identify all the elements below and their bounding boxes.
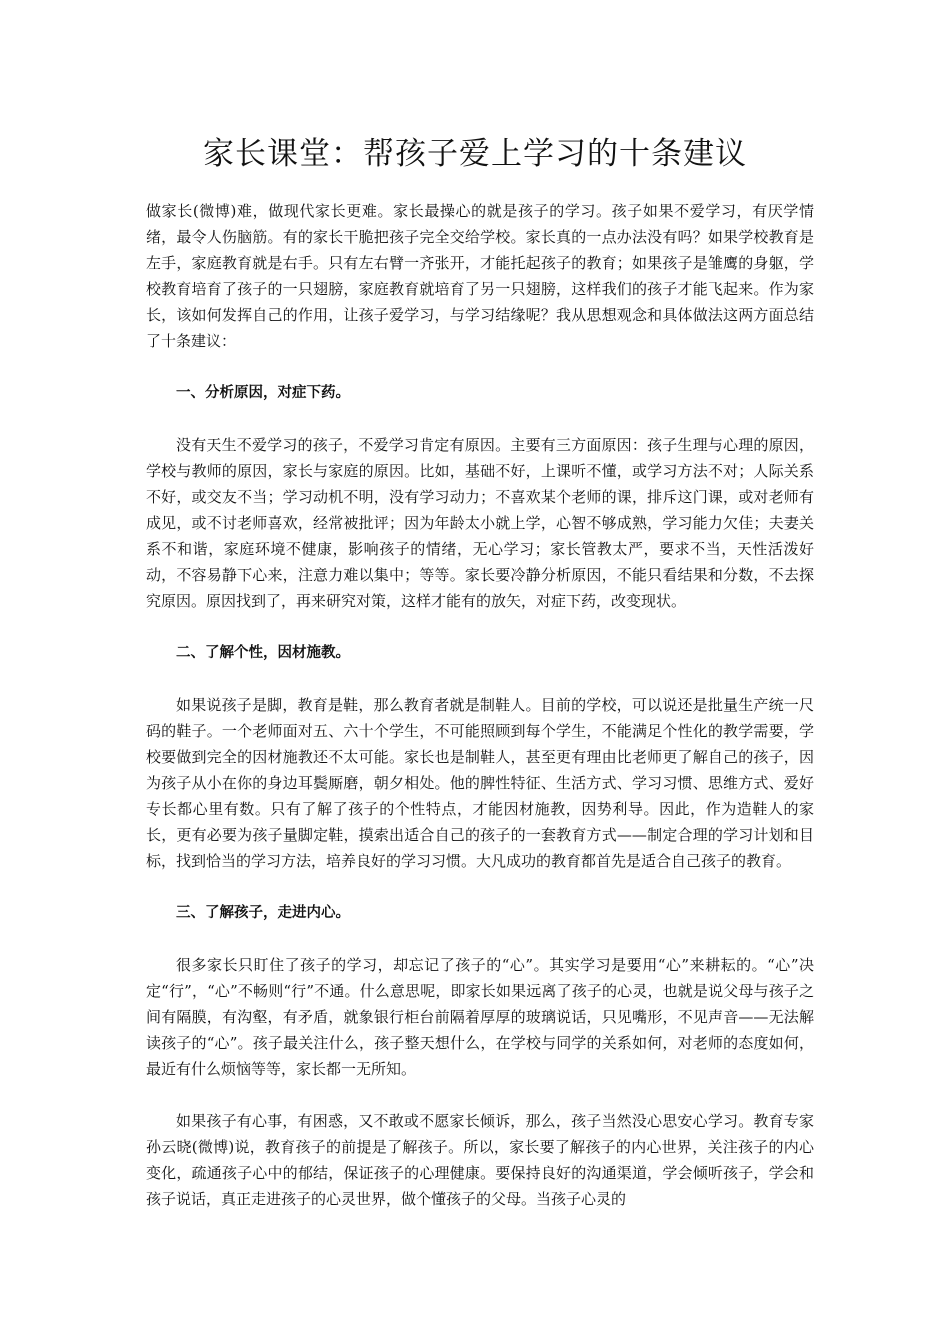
document-body [146, 198, 814, 1238]
section-2-paragraph-1: 如果说孩子是脚，教育是鞋，那么教育者就是制鞋人。目前的学校，可以说还是批量生产统一尺码的鞋子。一个老师面对五、六十个学生，不可能照顾到每个学生，不能满足个性化的教学需要，学校要做到完全的因材施教还不太可能。家长也是制鞋人，甚至更有理由比老师更了解自己的孩子，因为孩子从小在你的身边耳鬓厮磨，朝夕相处。他的脾性特征、生活方式、学习习惯、思维方式、爱好专长都心里有数。只有了解了孩子的个性特点，才能因材施教，因势利导。因此，作为造鞋人的家长，更有必要为孩子量脚定鞋，摸索出适合自己的孩子的一套教育方式——制定合理的学习计划和目标，找到恰当的学习方法，培养良好的学习习惯。大凡成功的教育都首先是适合自己孩子的教育。 [146, 696, 814, 870]
section-3-paragraph-2: 如果孩子有心事，有困惑，又不敢或不愿家长倾诉，那么，孩子当然没心思安心学习。教育专家孙云晓(微博)说，教育孩子的前提是了解孩子。所以，家长要了解孩子的内心世界，关注孩子的内心变化，疏通孩子心中的郁结，保证孩子的心理健康。要保持良好的沟通渠道，学会倾听孩子，学会和孩子说话，真正走进孩子的心灵世界，做个懂孩子的父母。当孩子心灵的 [146, 1112, 814, 1208]
document-title: 家长课堂：帮孩子爱上学习的十条建议 [203, 136, 747, 172]
section-3-heading: 三、了解孩子，走进内心。 [176, 905, 350, 921]
section-3-paragraph-1: 很多家长只盯住了孩子的学习，却忘记了孩子的“心”。其实学习是要用“心”来耕耘的。“心”决定“行”，“心”不畅则“行”不通。什么意思呢，即家长如果远离了孩子的心灵，也就是说父母与孩子之间有隔膜，有沟壑，有矛盾，就象银行柜台前隔着厚厚的玻璃说话，只见嘴形，不见声音——无法解读孩子的“心”。孩子最关注什么，孩子整天想什么，在学校与同学的关系如何，对老师的态度如何，最近有什么烦恼等等，家长都一无所知。 [146, 956, 814, 1078]
section-2-heading: 二、了解个性，因材施教。 [176, 645, 350, 661]
intro-paragraph: 做家长(微博)难，做现代家长更难。家长最操心的就是孩子的学习。孩子如果不爱学习，有厌学情绪，最令人伤脑筋。有的家长干脆把孩子完全交给学校。家长真的一点办法没有吗？如果学校教育是左手，家庭教育就是右手。只有左右臂一齐张开，才能托起孩子的教育；如果孩子是雏鹰的身躯，学校教育培育了孩子的一只翅膀，家庭教育就培育了另一只翅膀，这样我们的孩子才能飞起来。作为家长，该如何发挥自己的作用，让孩子爱学习，与学习结缘呢？我从思想观念和具体做法这两方面总结了十条建议： [146, 202, 814, 350]
section-1-paragraph-1: 没有天生不爱学习的孩子，不爱学习肯定有原因。主要有三方面原因：孩子生理与心理的原因，学校与教师的原因，家长与家庭的原因。比如，基础不好，上课听不懂，或学习方法不对；人际关系不好，或交友不当；学习动机不明，没有学习动力；不喜欢某个老师的课，排斥这门课，或对老师有成见，或不讨老师喜欢，经常被批评；因为年龄太小就上学，心智不够成熟，学习能力欠佳；夫妻关系不和谐，家庭环境不健康，影响孩子的情绪，无心学习；家长管教太严，要求不当，天性活泼好动，不容易静下心来，注意力难以集中；等等。家长要冷静分析原因，不能只看结果和分数，不去探究原因。原因找到了，再来研究对策，这样才能有的放矢，对症下药，改变现状。 [146, 436, 814, 610]
section-1-heading: 一、分析原因，对症下药。 [176, 385, 350, 401]
